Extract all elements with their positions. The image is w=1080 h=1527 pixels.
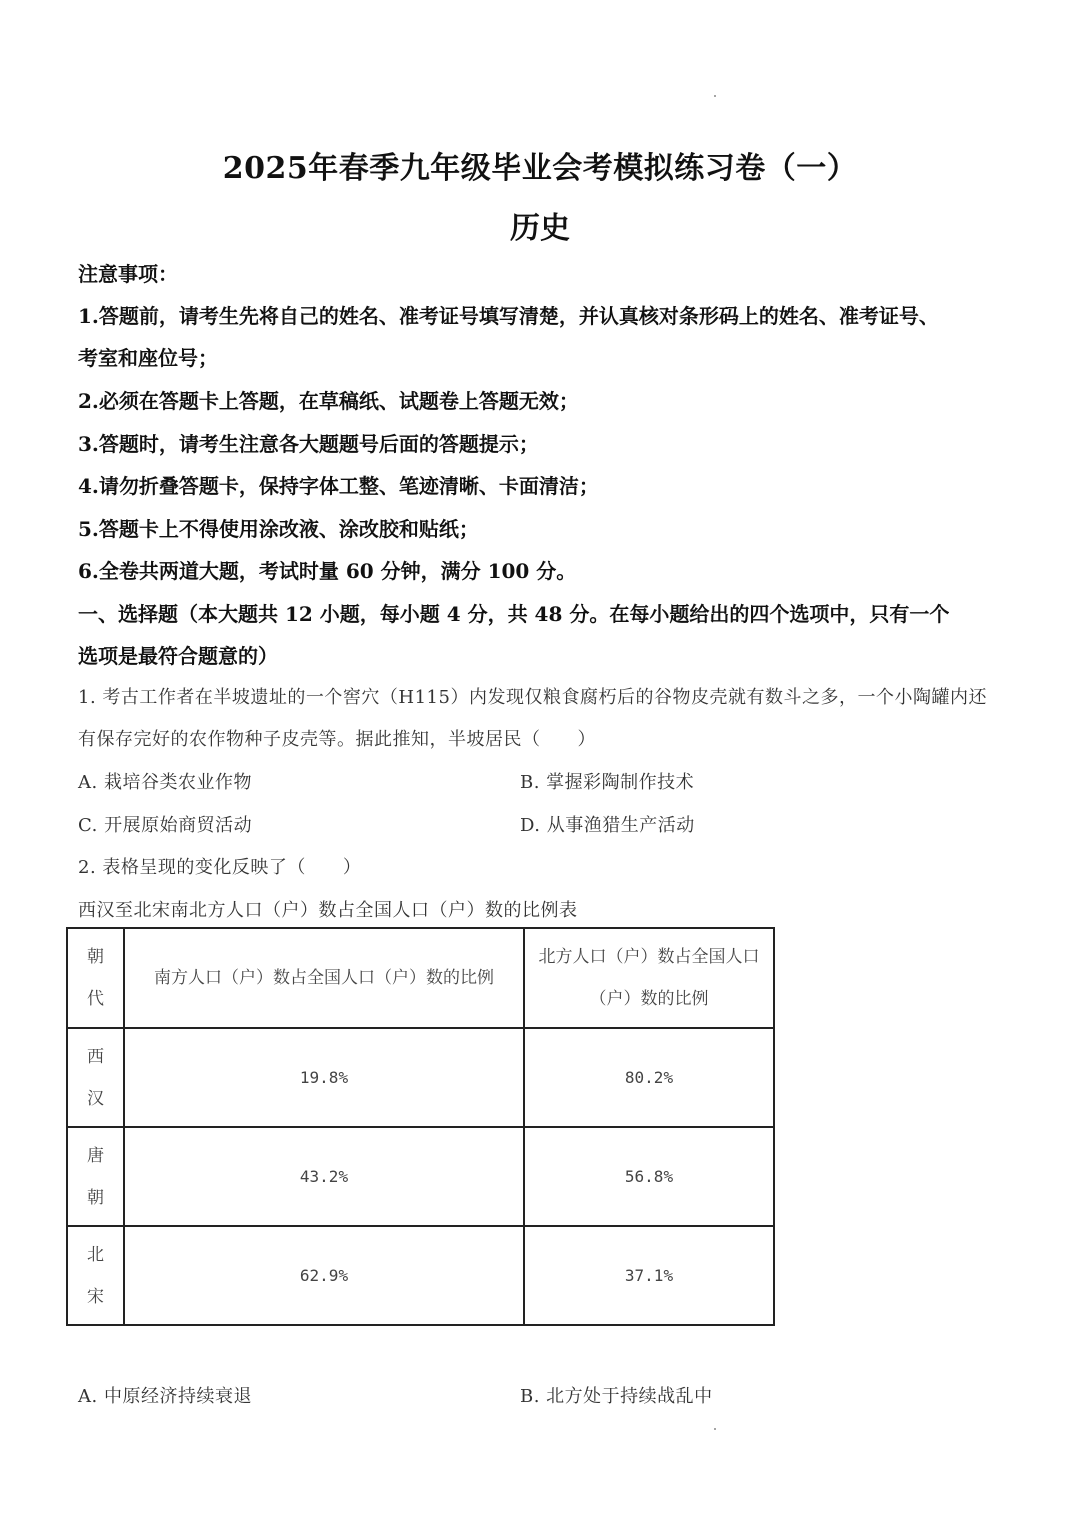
north-ratio-cell: 56.8% bbox=[524, 1127, 774, 1226]
section-heading: 一、选择题（本大题共 12 小题，每小题 4 分，共 48 分。在每小题给出的四个选项中，只有一个 bbox=[78, 602, 950, 626]
table-row bbox=[67, 1226, 774, 1325]
question-1-option-c: C. 开展原始商贸活动 bbox=[78, 815, 253, 836]
table-row bbox=[67, 1028, 774, 1127]
exam-title: 2025年春季九年级毕业会考模拟练习卷（一） bbox=[222, 151, 858, 186]
dynasty-cell: 北宋 bbox=[67, 1226, 124, 1325]
notice-item: 5.答题卡上不得使用涂改液、涂改胶和贴纸； bbox=[78, 517, 479, 541]
south-ratio-cell: 19.8% bbox=[124, 1028, 524, 1127]
exam-subject: 历史 bbox=[510, 211, 570, 246]
question-2-option-b: B. 北方处于持续战乱中 bbox=[520, 1386, 713, 1407]
notice-heading: 注意事项： bbox=[78, 262, 178, 286]
scan-speck bbox=[714, 1428, 716, 1430]
header-south-ratio: 南方人口（户）数占全国人口（户）数的比例 bbox=[124, 928, 524, 1028]
question-1-option-d: D. 从事渔猎生产活动 bbox=[520, 815, 695, 836]
table-caption: 西汉至北宋南北方人口（户）数占全国人口（户）数的比例表 bbox=[78, 900, 578, 921]
dynasty-cell: 唐朝 bbox=[67, 1127, 124, 1226]
section-heading-cont: 选项是最符合题意的） bbox=[78, 644, 278, 668]
header-north-ratio: 北方人口（户）数占全国人口（户）数的比例 bbox=[524, 928, 774, 1028]
notice-item: 4.请勿折叠答题卡，保持字体工整、笔迹清晰、卡面清洁； bbox=[78, 474, 599, 498]
north-ratio-cell: 80.2% bbox=[524, 1028, 774, 1127]
question-2-option-a: A. 中原经济持续衰退 bbox=[78, 1386, 252, 1407]
question-1-option-a: A. 栽培谷类农业作物 bbox=[78, 772, 252, 793]
north-ratio-cell: 37.1% bbox=[524, 1226, 774, 1325]
question-1-stem-cont: 有保存完好的农作物种子皮壳等。据此推知，半坡居民（ ） bbox=[78, 729, 596, 750]
question-2-stem: 2. 表格呈现的变化反映了（ ） bbox=[78, 857, 362, 878]
table-row bbox=[67, 1127, 774, 1226]
south-ratio-cell: 43.2% bbox=[124, 1127, 524, 1226]
question-1-option-b: B. 掌握彩陶制作技术 bbox=[520, 772, 695, 793]
notice-item: 6.全卷共两道大题，考试时量 60 分钟，满分 100 分。 bbox=[78, 559, 577, 583]
notice-item: 1.答题前，请考生先将自己的姓名、准考证号填写清楚，并认真核对条形码上的姓名、准考证号、 bbox=[78, 304, 939, 328]
notice-item: 3.答题时，请考生注意各大题题号后面的答题提示； bbox=[78, 432, 539, 456]
question-1-stem: 1. 考古工作者在半坡遗址的一个窖穴（H115）内发现仅粮食腐朽后的谷物皮壳就有数斗之多，一个小陶罐内还 bbox=[78, 687, 987, 708]
population-table bbox=[66, 927, 775, 1326]
scan-speck bbox=[714, 95, 716, 97]
table-header-row bbox=[67, 928, 774, 1028]
header-dynasty: 朝代 bbox=[67, 928, 124, 1028]
south-ratio-cell: 62.9% bbox=[124, 1226, 524, 1325]
dynasty-cell: 西汉 bbox=[67, 1028, 124, 1127]
notice-item: 2.必须在答题卡上答题，在草稿纸、试题卷上答题无效； bbox=[78, 389, 579, 413]
notice-item: 考室和座位号； bbox=[78, 346, 218, 370]
